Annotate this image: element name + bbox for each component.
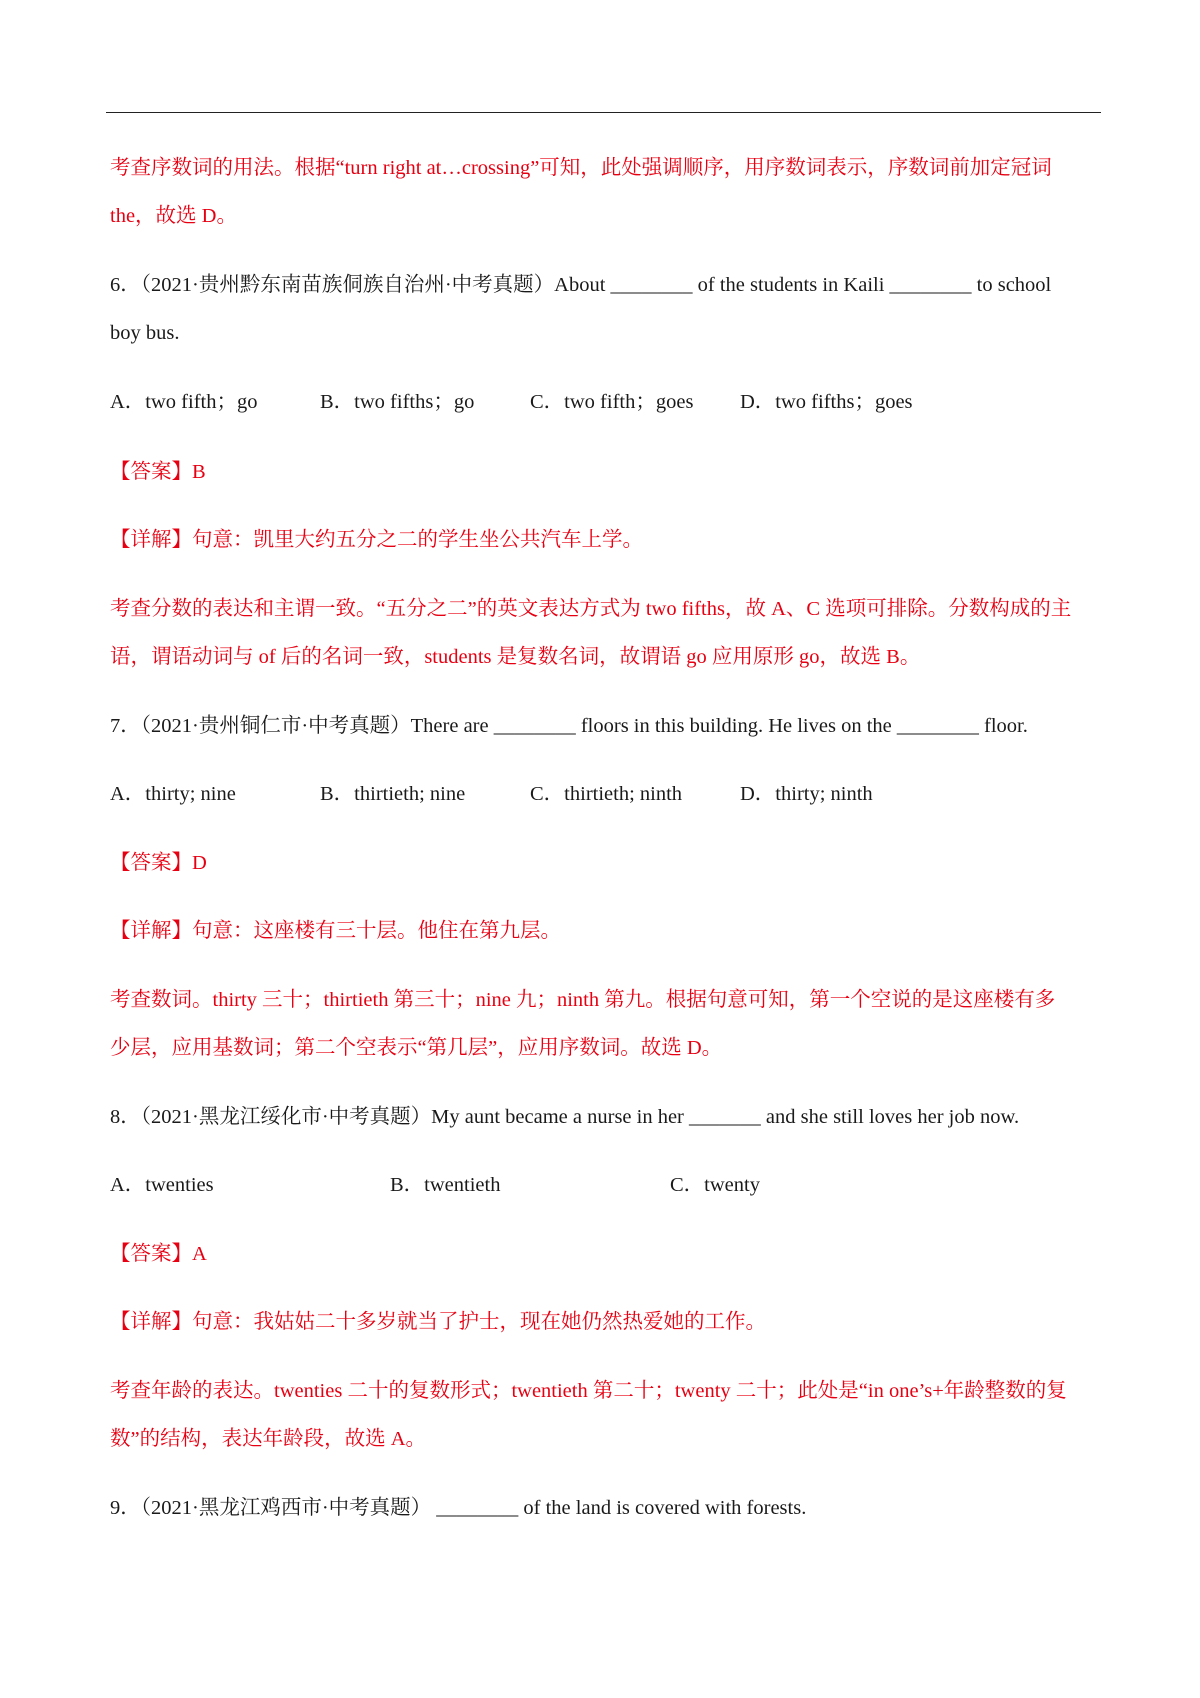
question-7-option-a: A．thirty; nine <box>110 783 236 805</box>
question-8-detail: 【详解】句意：我姑姑二十多岁就当了护士，现在她仍然热爱她的工作。 <box>110 1311 766 1333</box>
question-8-option-a: A．twenties <box>110 1174 214 1196</box>
question-8-option-b: B．twentieth <box>390 1174 501 1196</box>
question-6-stem-cont: boy bus. <box>110 322 180 344</box>
question-8-option-c: C．twenty <box>670 1174 760 1196</box>
question-6-option-b: B．two fifths；go <box>320 391 475 413</box>
question-7-detail: 【详解】句意：这座楼有三十层。他住在第九层。 <box>110 920 561 942</box>
question-7-option-d: D．thirty; ninth <box>740 783 873 805</box>
question-6-option-d: D．two fifths；goes <box>740 391 913 413</box>
explanation-line: the，故选 D。 <box>110 205 237 227</box>
question-7-answer: 【答案】D <box>110 852 207 874</box>
question-6-option-c: C．two fifth；goes <box>530 391 694 413</box>
question-9-stem: 9．（2021·黑龙江鸡西市·中考真题） ________ of the land is covered with forests. <box>110 1497 807 1519</box>
question-7-explanation: 少层，应用基数词；第二个空表示“第几层”，应用序数词。故选 D。 <box>110 1037 723 1059</box>
header-rule <box>106 112 1101 113</box>
question-7-explanation: 考查数词。thirty 三十；thirtieth 第三十；nine 九；ninth 第九。根据句意可知，第一个空说的是这座楼有多 <box>110 989 1056 1011</box>
question-6-explanation: 考查分数的表达和主谓一致。“五分之二”的英文表达方式为 two fifths，故 A、C 选项可排除。分数构成的主 <box>110 598 1072 620</box>
explanation-line: 考查序数词的用法。根据“turn right at…crossing”可知，此处强调顺序，用序数词表示，序数词前加定冠词 <box>110 157 1052 179</box>
question-7-option-b: B．thirtieth; nine <box>320 783 466 805</box>
question-8-answer: 【答案】A <box>110 1243 207 1265</box>
question-7-option-c: C．thirtieth; ninth <box>530 783 683 805</box>
question-8-explanation: 数”的结构，表达年龄段，故选 A。 <box>110 1428 427 1450</box>
question-6-stem: 6．（2021·贵州黔东南苗族侗族自治州·中考真题）About ________ of the students in Kaili ________ to school <box>110 274 1052 296</box>
question-6-option-a: A．two fifth；go <box>110 391 258 413</box>
question-8-explanation: 考查年龄的表达。twenties 二十的复数形式；twentieth 第二十；twenty 二十；此处是“in one’s+年龄整数的复 <box>110 1380 1067 1402</box>
question-6-explanation: 语，谓语动词与 of 后的名词一致，students 是复数名词，故谓语 go 应用原形 go，故选 B。 <box>110 646 921 668</box>
question-8-stem: 8．（2021·黑龙江绥化市·中考真题）My aunt became a nurse in her _______ and she still loves her job now. <box>110 1106 1020 1128</box>
question-6-answer: 【答案】B <box>110 461 206 483</box>
question-6-detail: 【详解】句意：凯里大约五分之二的学生坐公共汽车上学。 <box>110 529 643 551</box>
question-7-stem: 7．（2021·贵州铜仁市·中考真题）There are ________ floors in this building. He lives on the ________ floor. <box>110 715 1028 737</box>
